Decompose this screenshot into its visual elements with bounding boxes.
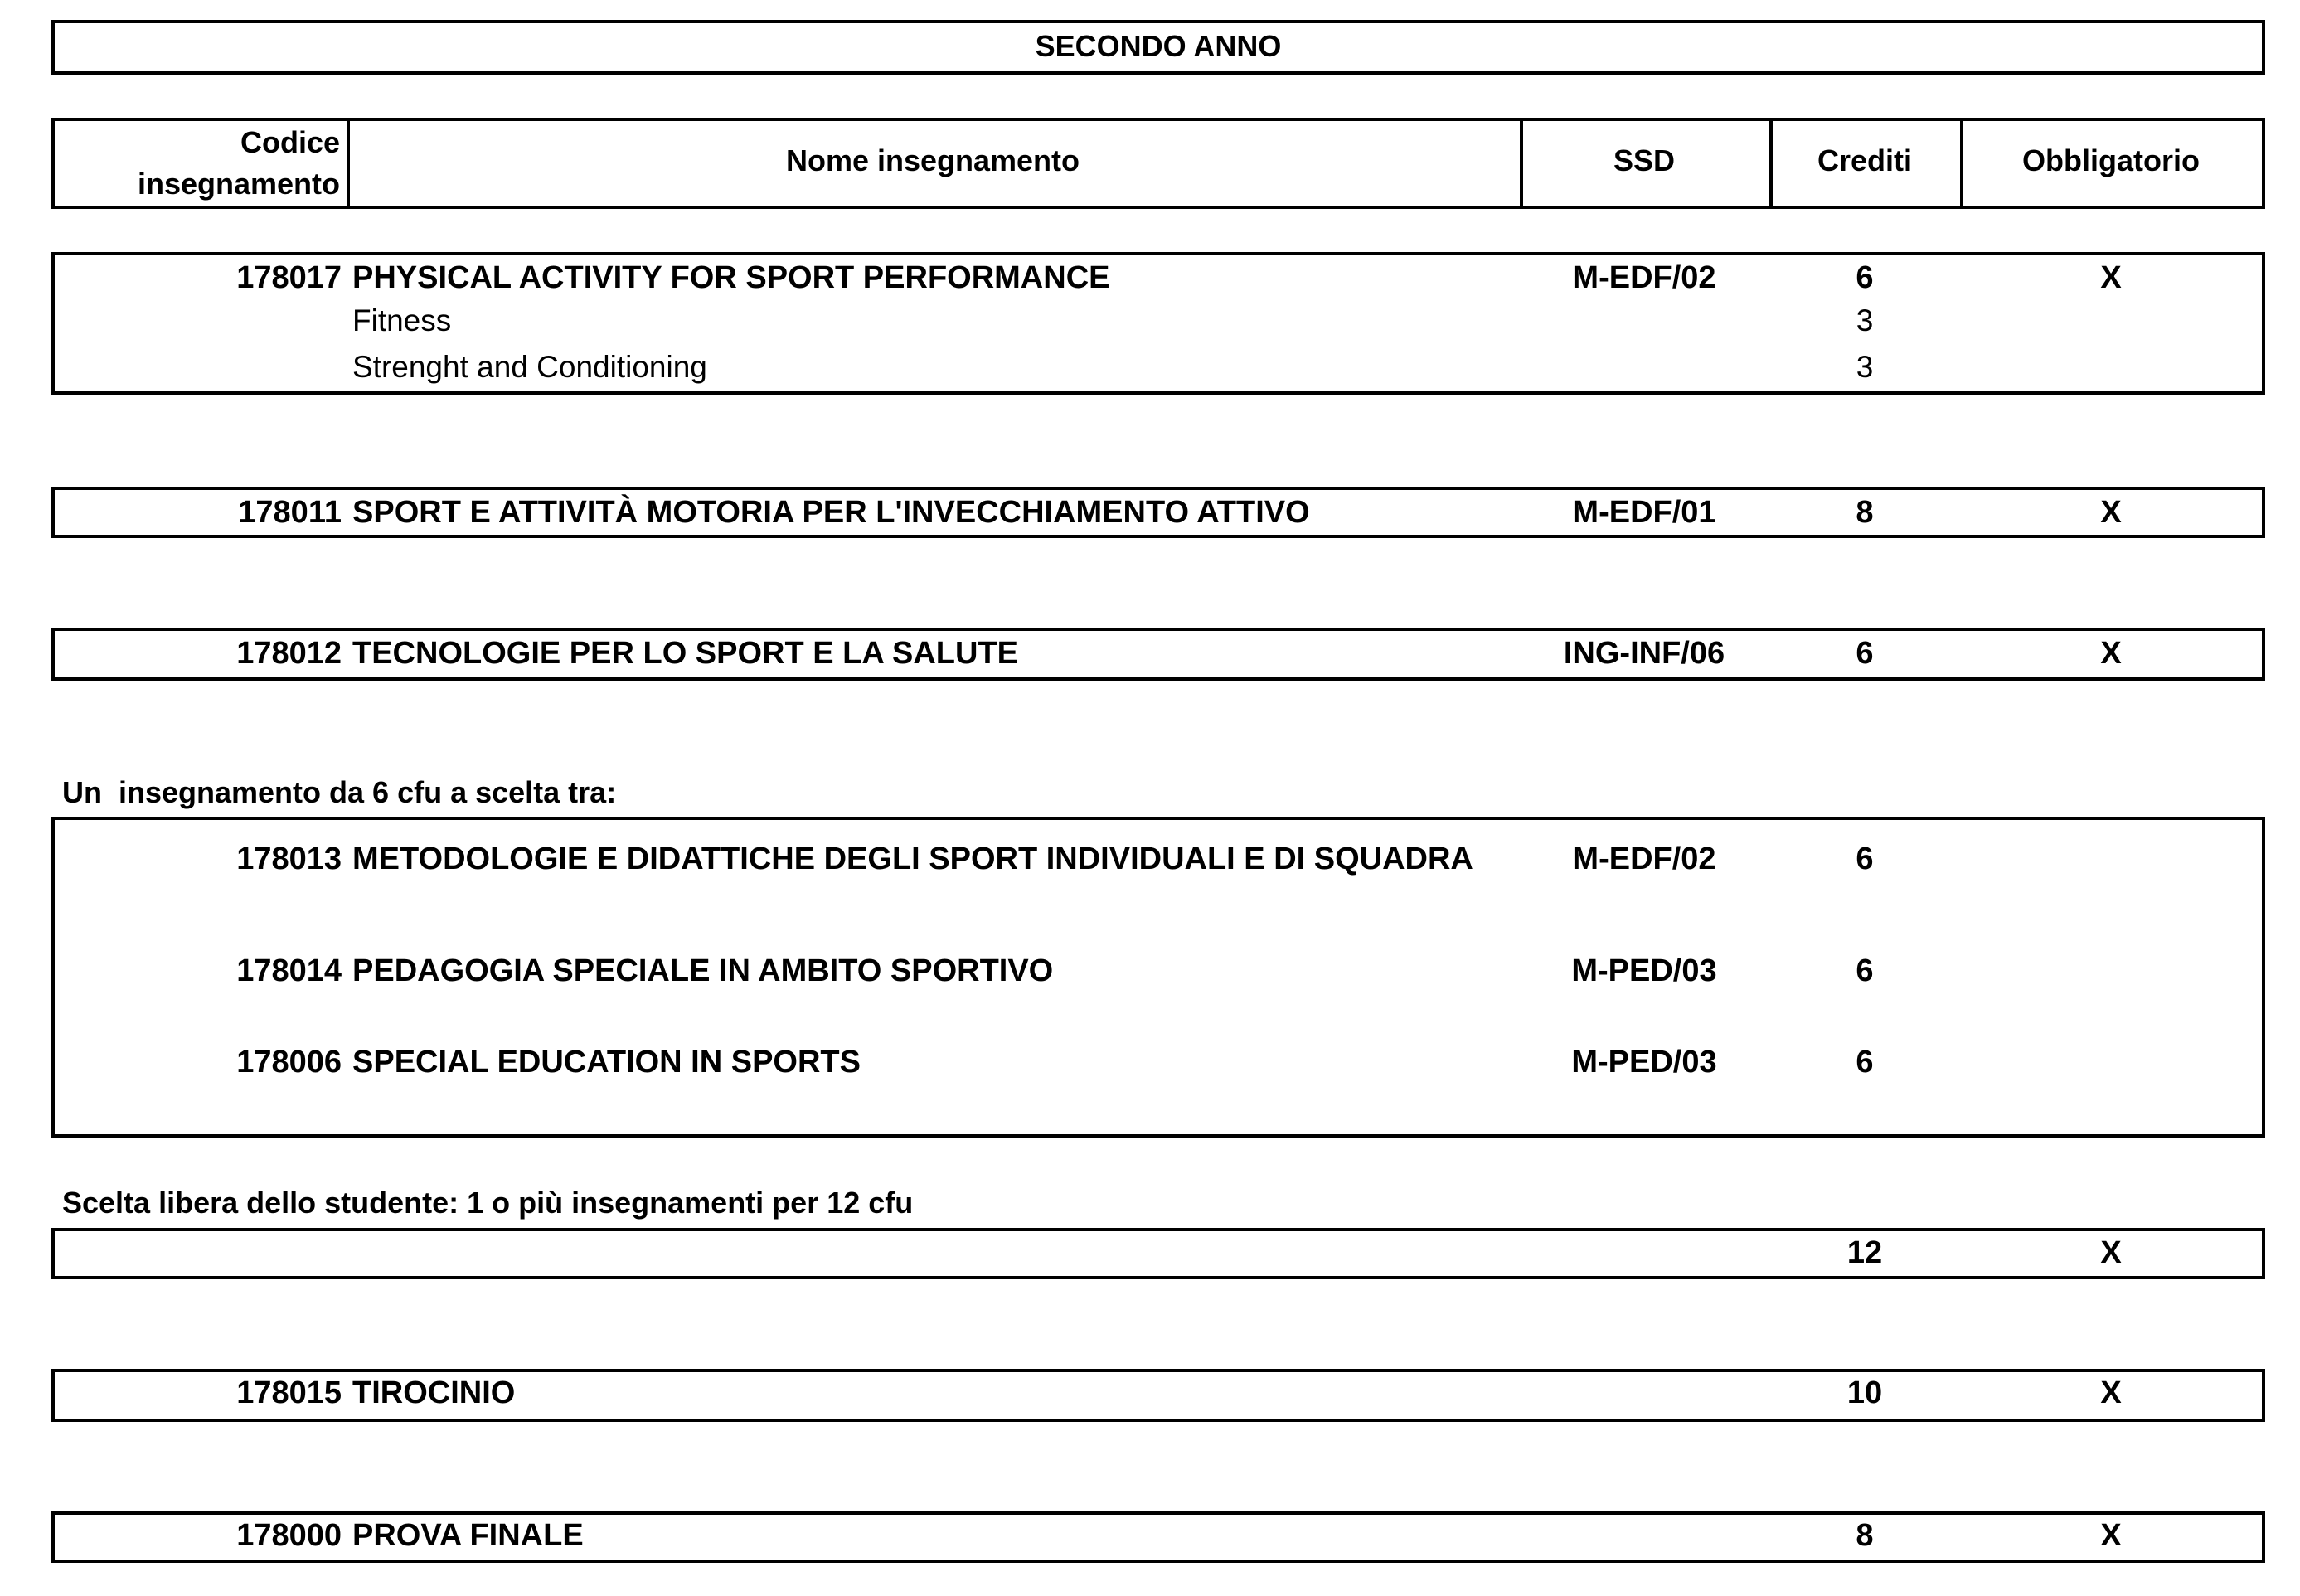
course-code: 178000 [236, 1518, 342, 1553]
course-mandatory: X [2100, 495, 2122, 530]
course-name: TIROCINIO [352, 1375, 516, 1410]
course-code: 178013 [236, 842, 342, 876]
course-credits: 6 [1856, 1045, 1874, 1079]
course-credits: 10 [1846, 1375, 1883, 1410]
header-nome: Nome insegnamento [785, 143, 1080, 177]
module-name: Fitness [352, 303, 452, 337]
course-code: 178011 [238, 495, 342, 530]
course-name: PHYSICAL ACTIVITY FOR SPORT PERFORMANCE [352, 260, 1110, 295]
course-mandatory: X [2100, 260, 2122, 295]
header-codice: Codice [240, 125, 340, 159]
header-insegnamento: insegnamento [137, 167, 340, 201]
module-credits: 3 [1856, 350, 1874, 384]
course-code: 178006 [236, 1045, 342, 1079]
course-name: PEDAGOGIA SPECIALE IN AMBITO SPORTIVO [352, 953, 1054, 988]
course-name: METODOLOGIE E DIDATTICHE DEGLI SPORT INDIVIDUALI E DI SQUADRA [352, 842, 1473, 876]
choice-label: Un insegnamento da 6 cfu a scelta tra: [62, 775, 617, 809]
course-name: SPORT E ATTIVITÀ MOTORIA PER L'INVECCHIAMENTO ATTIVO [352, 495, 1310, 530]
header-ssd: SSD [1613, 143, 1676, 177]
course-credits: 6 [1856, 842, 1874, 876]
course-credits: 6 [1856, 953, 1874, 988]
course-credits: 8 [1856, 495, 1874, 530]
course-name: TECNOLOGIE PER LO SPORT E LA SALUTE [352, 636, 1018, 671]
course-ssd: ING-INF/06 [1563, 636, 1725, 671]
course-mandatory: X [2100, 1235, 2122, 1270]
course-credits: 8 [1856, 1518, 1874, 1553]
module-name: Strenght and Conditioning [352, 350, 707, 384]
course-code: 178012 [236, 636, 342, 671]
course-code: 178015 [236, 1375, 342, 1410]
course-code: 178017 [236, 260, 342, 295]
module-credits: 3 [1856, 303, 1874, 337]
header-obbligatorio: Obbligatorio [2022, 143, 2200, 177]
course-credits: 6 [1856, 636, 1874, 671]
page-title: SECONDO ANNO [1035, 29, 1282, 63]
course-ssd: M-PED/03 [1571, 1045, 1717, 1079]
course-mandatory: X [2100, 636, 2122, 671]
course-ssd: M-PED/03 [1571, 953, 1717, 988]
free-choice-label: Scelta libera dello studente: 1 o più insegnamenti per 12 cfu [62, 1186, 914, 1220]
course-credits: 12 [1846, 1235, 1883, 1270]
course-credits: 6 [1856, 260, 1874, 295]
course-code: 178014 [236, 953, 342, 988]
course-name: PROVA FINALE [352, 1518, 584, 1553]
course-ssd: M-EDF/02 [1572, 842, 1716, 876]
header-crediti: Crediti [1817, 143, 1912, 177]
course-ssd: M-EDF/01 [1572, 495, 1716, 530]
course-ssd: M-EDF/02 [1572, 260, 1716, 295]
course-mandatory: X [2100, 1518, 2122, 1553]
course-mandatory: X [2100, 1375, 2122, 1410]
course-name: SPECIAL EDUCATION IN SPORTS [352, 1045, 861, 1079]
